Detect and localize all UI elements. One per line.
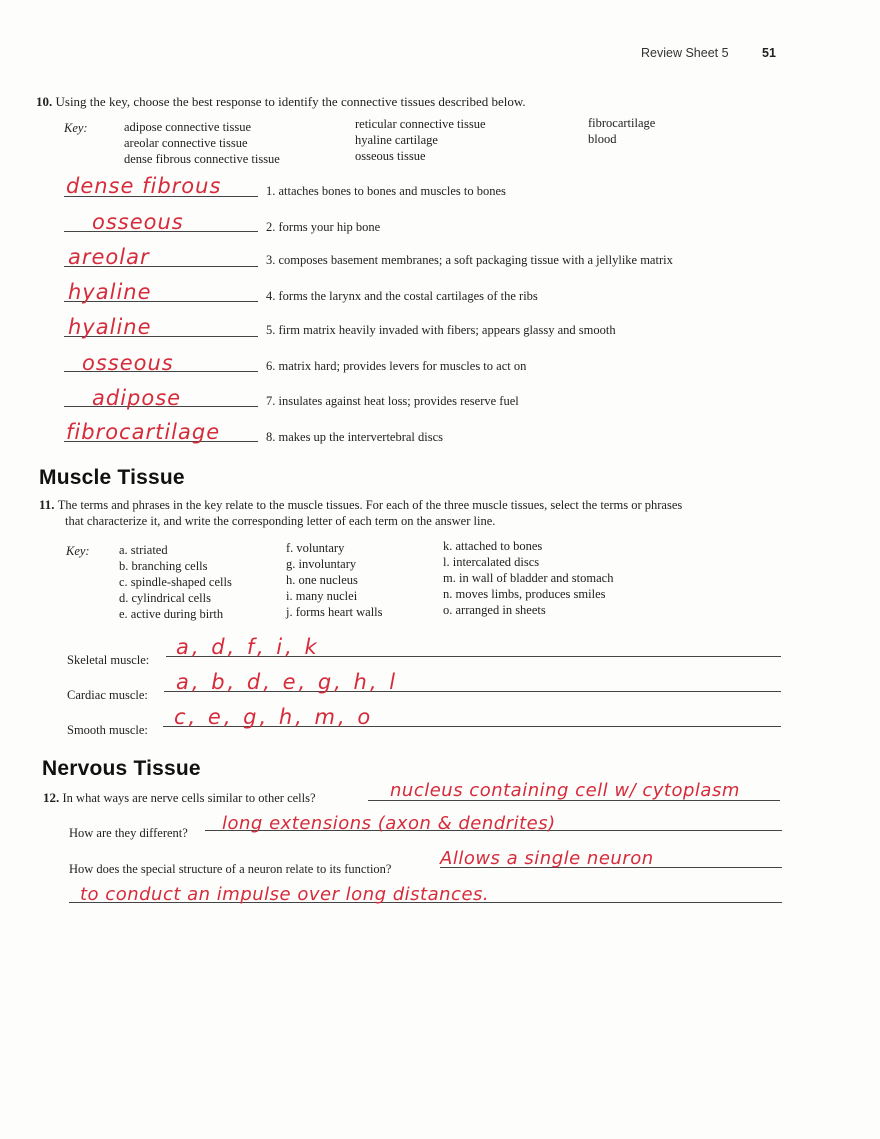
key-item: f. voluntary: [286, 541, 345, 555]
section-title-nervous: Nervous Tissue: [42, 757, 201, 780]
q12-question-3: How does the special structure of a neuron relate to its function?: [69, 862, 392, 876]
q10-item-4: 4. forms the larynx and the costal cartilages of the ribs: [266, 289, 538, 303]
q10-answer-7[interactable]: adipose: [92, 386, 182, 410]
q10-answer-4[interactable]: hyaline: [68, 280, 152, 304]
q10-key-col1: [124, 119, 280, 167]
q11-prompt-line1: The terms and phrases in the key relate to the muscle tissues. For each of the three muscle tissues, select the terms or phrases: [57, 498, 683, 512]
key-item: k. attached to bones: [443, 539, 543, 553]
key-item: dense fibrous connective tissue: [124, 152, 280, 166]
q12-answer-3-line2[interactable]: to conduct an impulse over long distances.: [80, 884, 490, 905]
key-item: b. branching cells: [119, 559, 208, 573]
skeletal-answer[interactable]: a, d, f, i, k: [176, 635, 320, 659]
key-item: i. many nuclei: [286, 589, 358, 603]
q10-key-col2: [355, 116, 486, 164]
q11-key-col3: [443, 538, 613, 618]
q11-number: 11.: [39, 497, 55, 512]
q11-key-col1: [119, 542, 232, 622]
q12-q1-text: In what ways are nerve cells similar to other cells?: [62, 791, 316, 805]
key-item: osseous tissue: [355, 149, 426, 163]
q10-item-2: 2. forms your hip bone: [266, 220, 381, 234]
key-item: m. in wall of bladder and stomach: [443, 571, 614, 585]
q10-item-6: 6. matrix hard; provides levers for muscles to act on: [266, 359, 527, 373]
q10-number: 10.: [36, 94, 53, 109]
q10-item-7: 7. insulates against heat loss; provides reserve fuel: [266, 394, 519, 408]
q12-answer-3-line1[interactable]: Allows a single neuron: [440, 848, 654, 869]
q11-prompt: [39, 496, 829, 513]
q11-key-col2: [286, 540, 383, 620]
key-item: g. involuntary: [286, 557, 357, 571]
key-item: d. cylindrical cells: [119, 591, 211, 605]
key-item: areolar connective tissue: [124, 136, 248, 150]
q10-item-1: 1. attaches bones to bones and muscles to bones: [266, 184, 506, 198]
q10-prompt-text: Using the key, choose the best response to identify the connective tissues described below.: [55, 94, 526, 109]
q10-item-5: 5. firm matrix heavily invaded with fibers; appears glassy and smooth: [266, 323, 616, 337]
key-item: a. striated: [119, 543, 168, 557]
key-item: c. spindle-shaped cells: [119, 575, 232, 589]
key-item: o. arranged in sheets: [443, 603, 546, 617]
key-item: l. intercalated discs: [443, 555, 540, 569]
key-item: n. moves limbs, produces smiles: [443, 587, 606, 601]
smooth-label: Smooth muscle:: [67, 723, 148, 737]
q11-prompt-line2: that characterize it, and write the corresponding letter of each term on the answer line.: [65, 514, 496, 528]
q10-item-3: 3. composes basement membranes; a soft packaging tissue with a jellylike matrix: [266, 253, 673, 267]
key-item: fibrocartilage: [588, 116, 656, 130]
key-item: hyaline cartilage: [355, 133, 438, 147]
q12-question-2: How are they different?: [69, 826, 188, 840]
key-item: e. active during birth: [119, 607, 224, 621]
q10-answer-3[interactable]: areolar: [68, 245, 150, 269]
q11-key-label: Key:: [66, 544, 90, 558]
key-item: h. one nucleus: [286, 573, 358, 587]
q10-key-col3: [588, 115, 655, 147]
q10-answer-1[interactable]: dense fibrous: [66, 174, 222, 198]
section-title-muscle: Muscle Tissue: [39, 466, 185, 489]
cardiac-answer[interactable]: a, b, d, e, g, h, l: [176, 670, 399, 694]
key-item: adipose connective tissue: [124, 120, 252, 134]
q10-answer-2[interactable]: osseous: [92, 210, 184, 234]
key-item: blood: [588, 132, 617, 146]
smooth-answer[interactable]: c, e, g, h, m, o: [174, 705, 374, 729]
header-title: Review Sheet 5: [641, 46, 729, 60]
skeletal-label: Skeletal muscle:: [67, 653, 150, 667]
q10-answer-8[interactable]: fibrocartilage: [66, 420, 221, 444]
key-item: reticular connective tissue: [355, 117, 486, 131]
page-number: 51: [762, 46, 776, 60]
key-item: j. forms heart walls: [286, 605, 383, 619]
cardiac-label: Cardiac muscle:: [67, 688, 148, 702]
q10-answer-6[interactable]: osseous: [82, 351, 174, 375]
q12-number: 12.: [43, 790, 60, 805]
q10-prompt: [36, 93, 526, 110]
q10-answer-5[interactable]: hyaline: [68, 315, 152, 339]
q12-question-1: [43, 789, 316, 806]
q10-key-label: Key:: [64, 121, 88, 135]
q10-item-8: 8. makes up the intervertebral discs: [266, 430, 444, 444]
q12-answer-1[interactable]: nucleus containing cell w/ cytoplasm: [390, 780, 740, 801]
q12-answer-2[interactable]: long extensions (axon & dendrites): [222, 813, 556, 834]
